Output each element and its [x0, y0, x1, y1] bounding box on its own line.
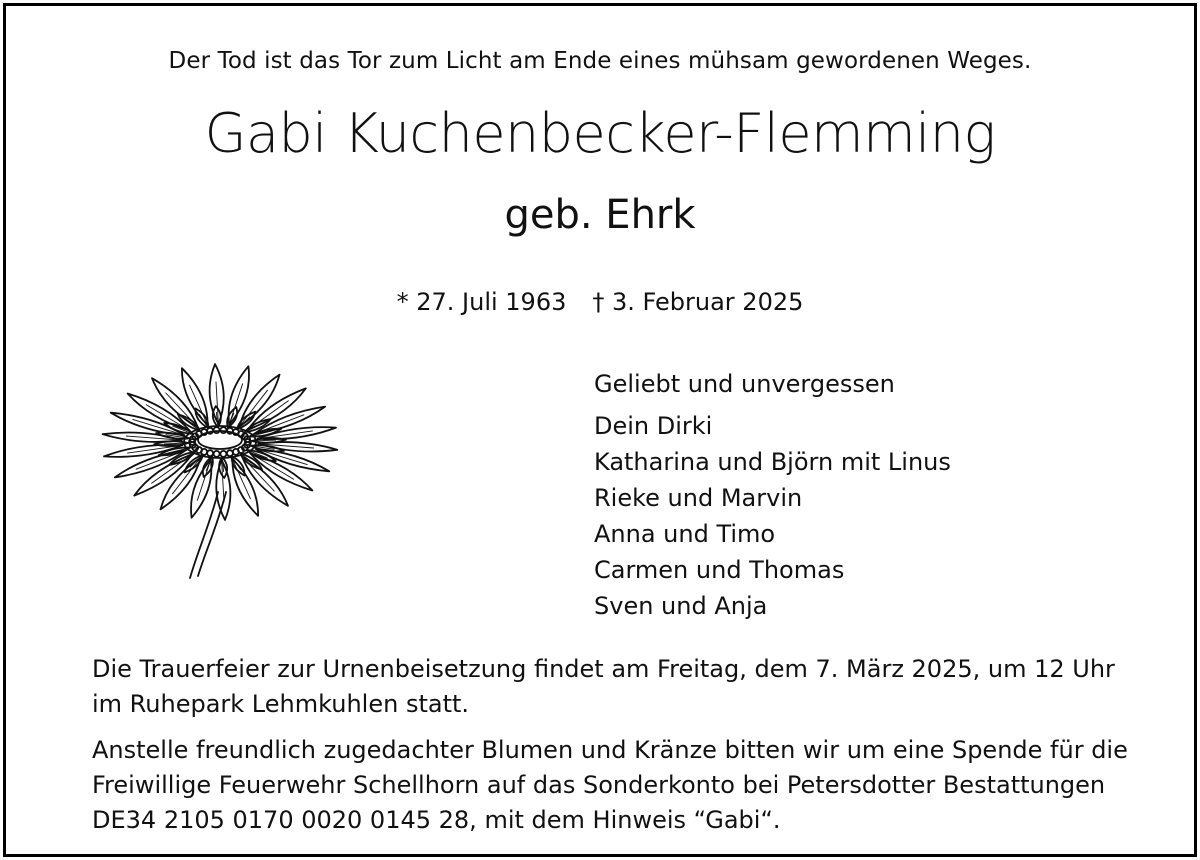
mourners-intro: Geliebt und unvergessen [594, 370, 895, 398]
gerbera-flower-icon [86, 354, 346, 584]
donation-line: Freiwillige Feuerwehr Schellhorn auf das Sonderkonto bei Petersdotter Bestattungen [92, 771, 1106, 799]
flower-floret [233, 449, 239, 455]
flower-floret [207, 450, 213, 456]
flower-floret [220, 427, 226, 433]
motto-quote: Der Tod ist das Tor zum Licht am Ende eines mühsam gewordenen Weges. [168, 48, 1032, 74]
mourner-name: Katharina und Björn mit Linus [594, 448, 951, 476]
birth-name: geb. Ehrk [504, 192, 696, 238]
flower-floret [220, 451, 226, 457]
funeral-line: im Ruhepark Lehmkuhlen statt. [92, 690, 470, 718]
mourner-name: Dein Dirki [594, 412, 713, 440]
flower-floret [214, 427, 220, 433]
mourner-name: Anna und Timo [594, 520, 776, 548]
birth-date: * 27. Juli 1963 [396, 288, 567, 316]
deceased-name: Gabi Kuchenbecker-Flemming [204, 102, 996, 165]
donation-line: Anstelle freundlich zugedachter Blumen und Kränze bitten wir um eine Spende für die [92, 736, 1128, 764]
flower-floret [227, 428, 233, 434]
donation-line: DE34 2105 0170 0020 0145 28, mit dem Hinweis “Gabi“. [92, 806, 781, 834]
mourners-block [594, 366, 951, 624]
flower-floret [207, 428, 213, 434]
funeral-line: Die Trauerfeier zur Urnenbeisetzung findet am Freitag, dem 7. März 2025, um 12 Uhr [92, 655, 1115, 683]
flower-floret [214, 451, 220, 457]
flower-petals [103, 364, 338, 520]
donation-notice [92, 733, 1132, 838]
death-date: † 3. Februar 2025 [592, 288, 804, 316]
mourner-name: Sven und Anja [594, 592, 768, 620]
mourner-name: Carmen und Thomas [594, 556, 845, 584]
flower-floret [227, 450, 233, 456]
obituary-frame [3, 3, 1197, 857]
funeral-notice [92, 652, 1132, 722]
mourner-name: Rieke und Marvin [594, 484, 803, 512]
life-dates [6, 288, 1194, 316]
